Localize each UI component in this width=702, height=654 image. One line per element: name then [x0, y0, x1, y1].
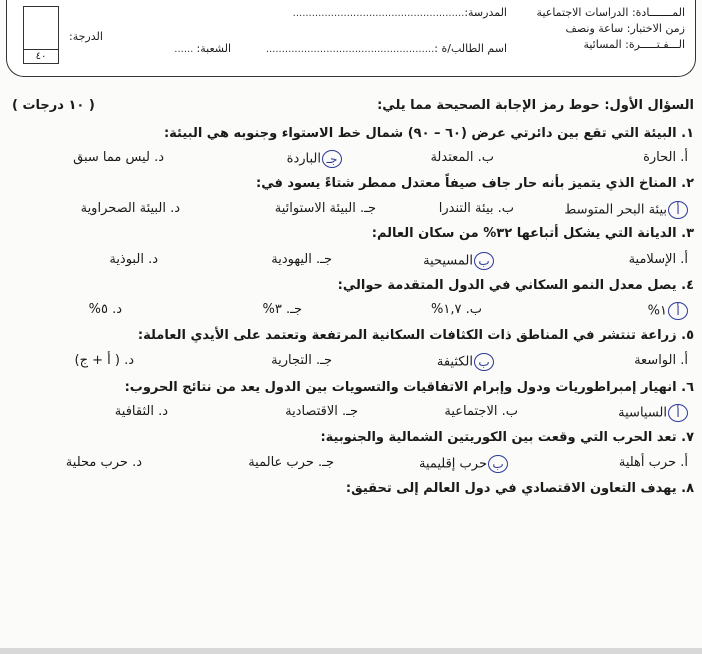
page-bottom-edge: [0, 648, 702, 654]
q6-option-c[interactable]: [285, 404, 358, 419]
q5-option-b[interactable]: [437, 353, 494, 371]
duration-label: زمن الاختبار: ساعة ونصف: [565, 22, 685, 35]
section-title: السؤال الأول: حوط رمز الإجابة الصحيحة مما يلي:: [377, 98, 694, 113]
circled-answer-mark: ب: [474, 252, 494, 270]
option-text: حرب محلية: [65, 455, 128, 470]
section-blank: ......: [174, 44, 197, 55]
q3-option-b[interactable]: [423, 252, 494, 270]
option-text: السياسية: [618, 405, 667, 421]
option-letter: جـ.: [286, 302, 302, 317]
q3-option-d[interactable]: [109, 252, 158, 267]
option-text: حرب عالمية: [248, 455, 314, 470]
section-marks: ( ١٠ درجات ): [12, 98, 95, 113]
q7-option-c[interactable]: [248, 455, 334, 470]
q3-option-a[interactable]: [629, 252, 688, 267]
question-8: ٨. يهدف التعاون الاقتصادي في دول العالم إلى تحقيق:: [345, 481, 694, 496]
circled-answer-mark: أ: [668, 201, 688, 219]
option-letter: جـ.: [360, 201, 376, 216]
grade-box: [23, 6, 59, 64]
option-letter: د.: [124, 353, 134, 368]
option-text: بيئة التندرا: [438, 201, 494, 216]
option-text: ( أ + ج): [74, 353, 120, 368]
section-title-row: [8, 96, 694, 120]
option-letter: أ.: [680, 252, 688, 267]
q6-option-a[interactable]: [618, 404, 688, 422]
option-text: اليهودية: [271, 252, 312, 267]
grade-label: الدرجة:: [69, 30, 103, 43]
option-letter: أ.: [680, 353, 688, 368]
q2-option-d[interactable]: [81, 201, 180, 216]
student-name-blank: .....................................................: [265, 44, 435, 55]
option-letter: د.: [112, 302, 122, 317]
term-label: الـــفـتـــــرة: المسائية: [583, 38, 685, 51]
student-field: [266, 42, 507, 55]
q1-option-c[interactable]: [287, 150, 342, 168]
school-blank: ......................................................: [292, 8, 465, 19]
option-text: الواسعة: [634, 353, 677, 368]
option-letter: د.: [170, 201, 180, 216]
option-text: ١%: [647, 303, 667, 319]
section-label: الشعبة:: [196, 42, 231, 55]
circled-answer-mark: جـ: [322, 150, 342, 168]
question-4-options: [8, 302, 694, 324]
q4-option-a[interactable]: [648, 302, 688, 320]
option-letter: د.: [158, 404, 168, 419]
school-field: [293, 6, 507, 19]
q2-option-a[interactable]: [564, 201, 688, 219]
q7-option-a[interactable]: [619, 455, 688, 470]
question-6-options: [8, 404, 694, 426]
q3-option-c[interactable]: [271, 252, 332, 267]
option-text: الحارة: [643, 150, 677, 165]
q6-option-b[interactable]: [444, 404, 518, 419]
q5-option-d[interactable]: [75, 353, 135, 368]
option-letter: ب.: [501, 404, 518, 419]
option-text: البيئة الاستوائية: [274, 201, 356, 216]
q4-option-d[interactable]: [89, 302, 122, 317]
option-letter: د.: [132, 455, 142, 470]
option-letter: ب.: [465, 302, 482, 317]
exam-header: [6, 0, 696, 77]
option-text: الإسلامية: [628, 252, 677, 267]
q7-option-b[interactable]: [419, 455, 508, 473]
option-text: بيئة البحر المتوسط: [564, 202, 667, 218]
student-name-label: اسم الطالب/ة :: [434, 42, 507, 55]
question-7-options: [8, 455, 694, 477]
q7-option-d[interactable]: [66, 455, 142, 470]
option-letter: جـ.: [318, 455, 334, 470]
grade-divider: [24, 49, 58, 50]
question-5: ٥. زراعة تنتشر في المناطق ذات الكثافات السكانية المرتفعة وتعتمد على الأيدي العاملة:: [137, 328, 694, 343]
q1-option-a[interactable]: [643, 150, 688, 165]
option-text: ٥%: [88, 302, 108, 317]
question-6: ٦. انهيار إمبراطوريات ودول وإبرام الاتفاقيات والتسويات بين الدول يعد من نتائج الحروب:: [124, 380, 694, 395]
option-text: الاقتصادية: [285, 404, 338, 419]
q2-option-c[interactable]: [275, 201, 376, 216]
option-letter: أ.: [680, 150, 688, 165]
option-letter: د.: [154, 150, 164, 165]
q1-option-b[interactable]: [430, 150, 494, 165]
q5-option-c[interactable]: [271, 353, 332, 368]
circled-answer-mark: ب: [474, 353, 494, 371]
q6-option-d[interactable]: [115, 404, 168, 419]
option-letter: جـ.: [342, 404, 358, 419]
option-text: ليس مما سبق: [73, 150, 150, 165]
option-text: التجارية: [271, 353, 312, 368]
option-letter: أ.: [680, 455, 688, 470]
q4-option-c[interactable]: [263, 302, 302, 317]
option-text: حرب أهلية: [618, 455, 677, 470]
q4-option-b[interactable]: [431, 302, 482, 317]
option-text: البوذية: [109, 252, 144, 267]
option-letter: جـ.: [316, 252, 332, 267]
option-text: المعتدلة: [430, 150, 474, 165]
option-text: الباردة: [286, 151, 321, 167]
subject-label: المـــــــادة: الدراسات الاجتماعية: [536, 6, 685, 19]
option-letter: د.: [148, 252, 158, 267]
option-text: الكثيفة: [436, 354, 473, 370]
question-1: ١. البيئة التي تقع بين دائرتي عرض (٦٠ – ٩٠) شمال خط الاستواء وجنوبه هي البيئة:: [163, 126, 694, 141]
question-2-options: [8, 201, 694, 223]
option-text: الثقافية: [114, 404, 154, 419]
option-text: الاجتماعية: [444, 404, 498, 419]
question-2: ٢. المناخ الذي يتميز بأنه حار جاف صيفاً معتدل ممطر شتاءً يسود في:: [256, 176, 694, 191]
question-3: ٣. الديانة التي يشكل أتباعها ٣٢% من سكان العالم:: [371, 226, 694, 241]
q1-option-d[interactable]: [73, 150, 164, 165]
option-letter: ب.: [497, 201, 514, 216]
circled-answer-mark: أ: [668, 404, 688, 422]
question-4: ٤. يصل معدل النمو السكاني في الدول المتقدمة حوالي:: [337, 278, 694, 293]
school-label: المدرسة:: [464, 6, 507, 19]
question-1-options: [8, 150, 694, 172]
q5-option-a[interactable]: [634, 353, 688, 368]
option-text: ١,٧%: [431, 302, 462, 317]
circled-answer-mark: ب: [488, 455, 508, 473]
option-text: حرب إقليمية: [418, 456, 487, 472]
q2-option-b[interactable]: [439, 201, 514, 216]
question-7: ٧. تعد الحرب التي وقعت بين الكوريتين الشمالية والجنوبية:: [320, 430, 694, 445]
question-3-options: [8, 252, 694, 274]
grade-total: ٤٠: [35, 51, 47, 62]
option-text: البيئة الصحراوية: [80, 201, 166, 216]
option-text: ٣%: [262, 302, 282, 317]
section-field: [174, 42, 231, 55]
question-5-options: [8, 353, 694, 375]
option-letter: جـ.: [316, 353, 332, 368]
circled-answer-mark: أ: [668, 302, 688, 320]
option-text: المسيحية: [423, 253, 473, 269]
option-letter: ب.: [477, 150, 494, 165]
